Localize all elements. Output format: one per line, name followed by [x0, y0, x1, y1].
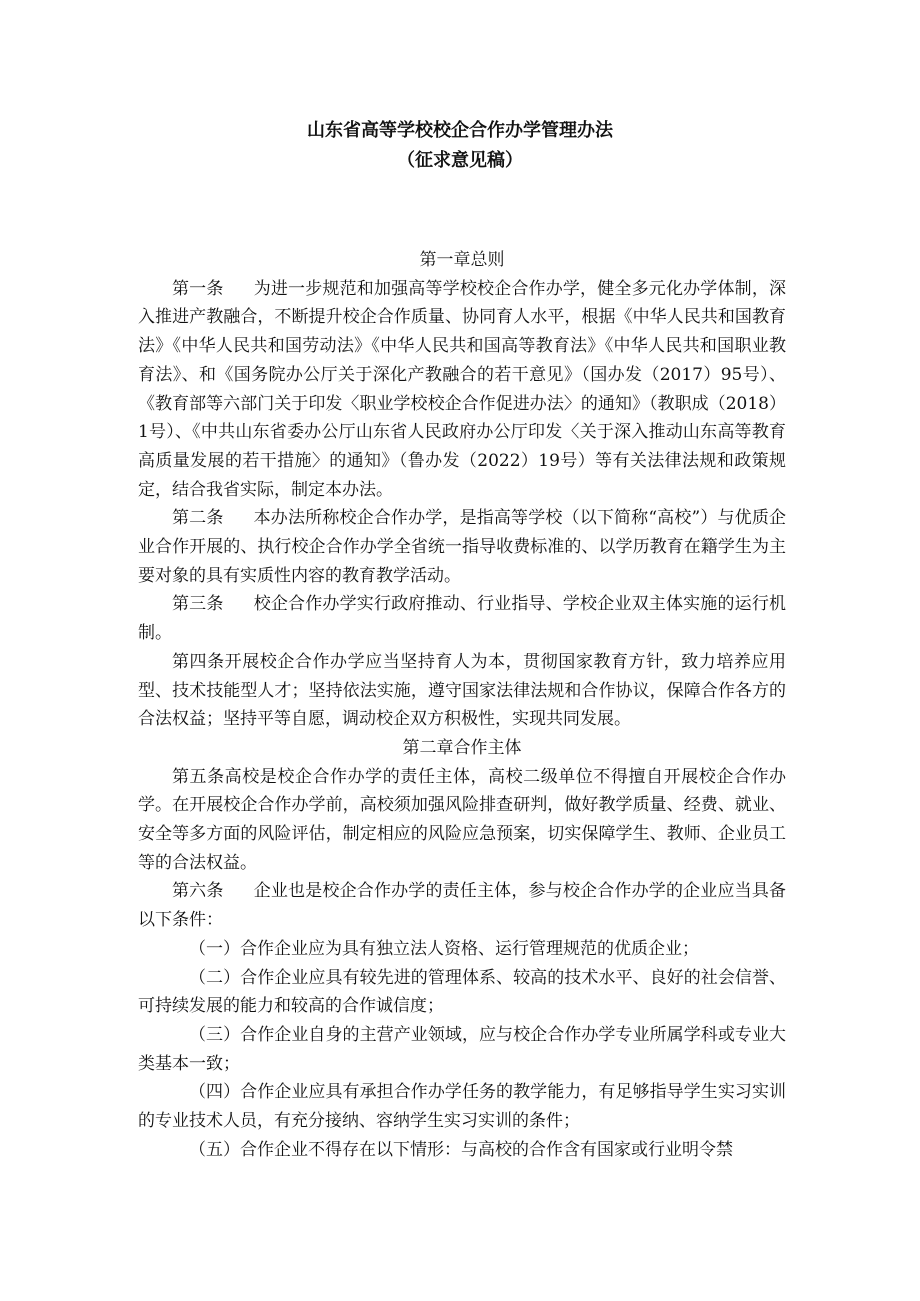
article-6	[138, 877, 786, 934]
article-3	[138, 590, 786, 647]
list-item-1: （一）合作企业应为具有独立法人资格、运行管理规范的优质企业；	[189, 938, 699, 959]
list-item-2: （二）合作企业应具有较先进的管理体系、较高的技术水平、良好的社会信誉、可持续发展的能力和较高的合作诚信度；	[138, 967, 786, 1017]
article-3-label: 第三条	[172, 594, 224, 615]
article-2-text: 本办法所称校企合作办学，是指高等学校（以下简称“高校”）与优质企业合作开展的、执行校企合作办学全省统一指导收费标准的、以学历教育在籍学生为主要对象的具有实质性内容的教育教学活动。	[138, 508, 786, 586]
list-item-3: （三）合作企业自身的主营产业领域，应与校企合作办学专业所属学科或专业大类基本一致；	[138, 1024, 786, 1074]
article-1-text: 为进一步规范和加强高等学校校企合作办学，健全多元化办学体制，深入推进产教融合，不断提升校企合作质量、协同育人水平，根据《中华人民共和国教育法》《中华人民共和国劳动法》《中华人民共和国高等教育法》《中华人民共和国职业教育法》、和《国务院办公厅关于深化产教融合的若干意见》（国办发（2017）95号）、《教育部等六部门关于印发〈职业学校校企合作促进办法〉的通知》（教职成（2018）1号）、《中共山东省委办公厅山东省人民政府办公厅印发〈关于深入推动山东高等教育高质量发展的若干措施〉的通知》（鲁办发（2022）19号）等有关法律法规和政策规定，结合我省实际，制定本办法。	[138, 278, 787, 500]
list-item-4: （四）合作企业应具有承担合作办学任务的教学能力，有足够指导学生实习实训的专业技术人员，有充分接纳、容纳学生实习实训的条件；	[138, 1082, 786, 1132]
article-1	[138, 275, 786, 505]
article-1-label: 第一条	[172, 278, 224, 299]
list-item-5: （五）合作企业不得存在以下情形：与高校的合作含有国家或行业明令禁	[189, 1139, 733, 1160]
article-2-label: 第二条	[172, 508, 224, 529]
article-6-label: 第六条	[172, 881, 224, 902]
chapter-heading-2: 第二章合作主体	[402, 737, 522, 758]
document-body	[138, 246, 786, 1165]
article-5: 第五条高校是校企合作办学的责任主体，高校二级单位不得擅自开展校企合作办学。在开展校企合作办学前，高校须加强风险排查研判，做好教学质量、经费、就业、安全等多方面的风险评估，制定相应的风险应急预案，切实保障学生、教师、企业员工等的合法权益。	[138, 766, 786, 873]
article-2	[138, 504, 786, 590]
chapter-heading-1: 第一章总则	[419, 250, 505, 270]
document-title: 山东省高等学校校企合作办学管理办法	[307, 120, 613, 141]
document-subtitle: （征求意见稿）	[397, 150, 523, 171]
article-4: 第四条开展校企合作办学应当坚持育人为本，贯彻国家教育方针，致力培养应用型、技术技能型人才；坚持依法实施，遵守国家法律法规和合作协议，保障合作各方的合法权益；坚持平等自愿，调动校企双方积极性，实现共同发展。	[138, 651, 786, 730]
article-3-text: 校企合作办学实行政府推动、行业指导、学校企业双主体实施的运行机制。	[138, 594, 787, 644]
article-6-text: 企业也是校企合作办学的责任主体，参与校企合作办学的企业应当具备以下条件：	[138, 881, 787, 931]
